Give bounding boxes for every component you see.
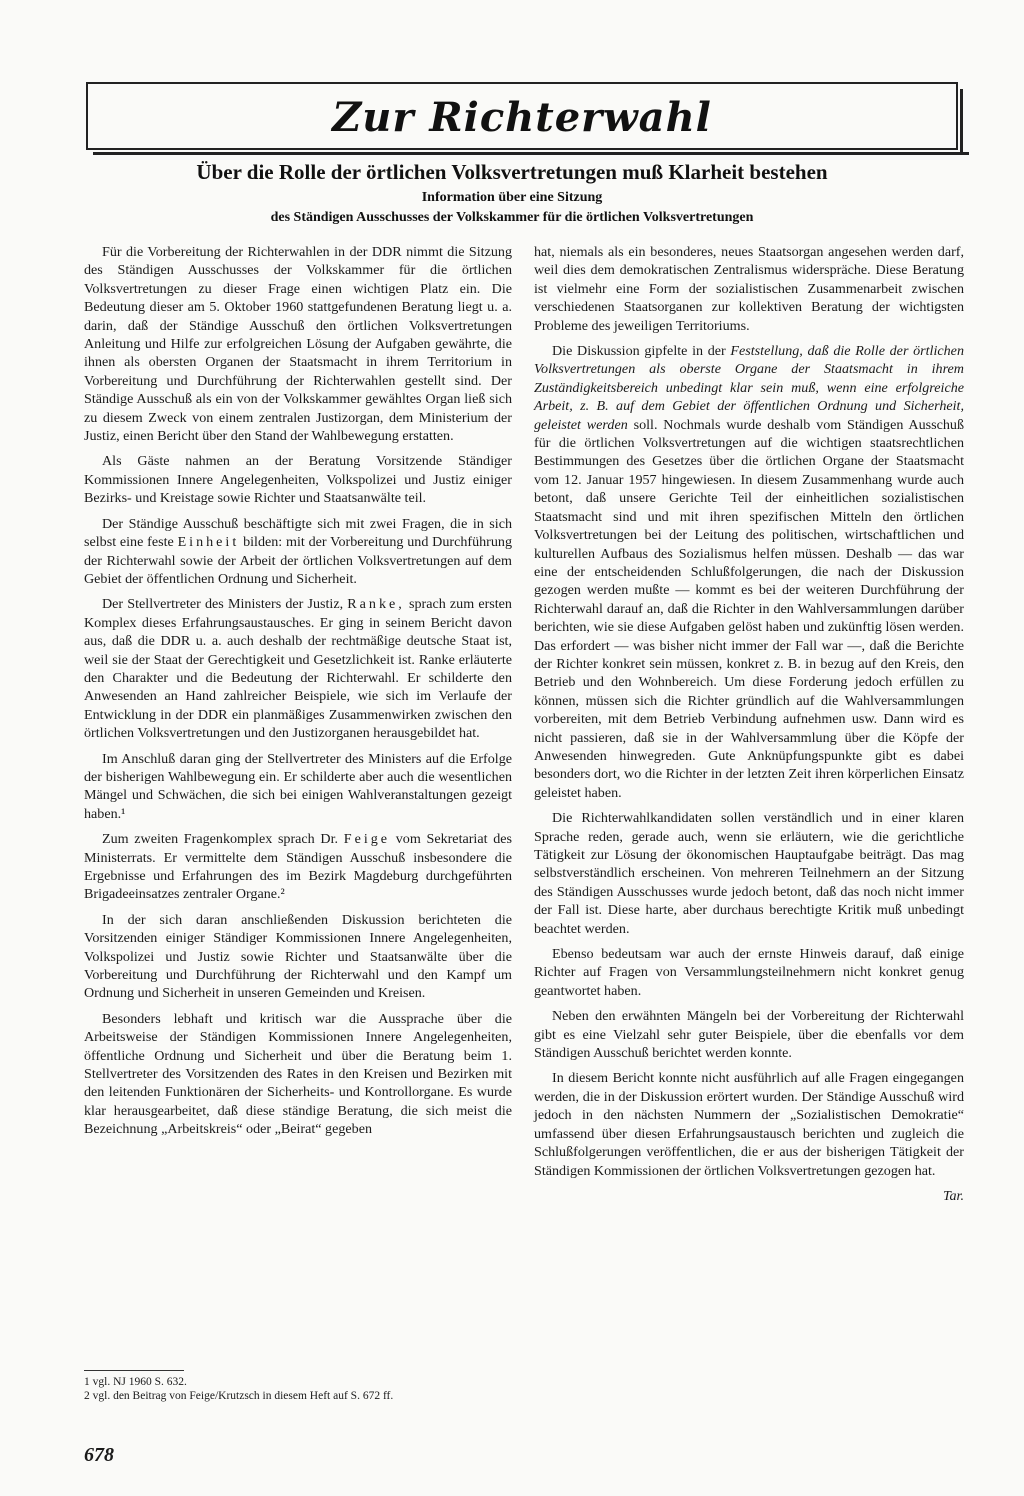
paragraph: Die Richterwahlkandidaten sollen verständlich und in einer klaren Sprache reden, gerade auch, wenn sie erläutern, wie die gerichtliche Tätigkeit zur Lösung der ökonomischen Hauptaufgabe beiträgt. Das mag selbstverständlich erscheinen. Von mehreren Teilnehmern an der Sitzung des Ständigen Ausschusses wurde jedoch betont, daß das noch nicht immer der Fall ist. Diese harte, aber durchaus berechtigte Kritik muß unbedingt beachtet werden. (534, 810, 964, 937)
paragraph (84, 515, 512, 589)
paragraph: Für die Vorbereitung der Richterwahlen in der DDR nimmt die Sitzung des Ständigen Ausschusses der Volkskammer für die örtlichen Volksvertretungen zu dieser Frage einen wichtigen Platz ein. Die Bedeutung dieser am 5. Oktober 1960 stattgefundenen Beratung liegt u. a. darin, daß der Ständige Ausschuß den örtlichen Volksvertretungen Anleitung und Hilfe zur erfolgreichen Lösung der Aufgaben gewährte, die ihnen als obersten Organen der Staatsmacht in ihrem Territorium in Vorbereitung und Durchführung der Richterwahlen gestellt sind. Der Ständige Ausschuß als ein von der Volkskammer gewähltes Organ ließ sich zu diesem Zweck von einem zentralen Justizorgan, dem Ministerium der Justiz, einen Bericht über den Stand der Wahlbewegung erstatten. (84, 244, 512, 445)
footnote-2: 2 vgl. den Beitrag von Feige/Krutzsch in diesem Heft auf S. 672 ff. (84, 1390, 394, 1402)
spaced-word: Einheit (177, 534, 240, 551)
paragraph: Neben den erwähnten Mängeln bei der Vorbereitung der Richterwahl gibt es eine Vielzahl sehr guter Beispiele, über die ebenfalls vor dem Ständigen Ausschuß berichtet werden konnte. (534, 1008, 964, 1062)
text-run: Zum zweiten Fragenkomplex sprach Dr. (102, 831, 339, 848)
paragraph: Als Gäste nahmen an der Beratung Vorsitzende Ständiger Kommissionen Innere Angelegenheiten, Volkspolizei und Justiz einiger Bezirks- und Kreistage sowie Richter und Staatsanwälte teil. (84, 453, 512, 507)
paragraph: hat, niemals als ein besonderes, neues Staatsorgan angesehen werden darf, weil dies dem demokratischen Zentralismus widerspräche. Diese Beratung ist vielmehr eine Form der sozialistischen Zusammenarbeit zwischen verschiedenen Staatsorganen zur kollektiven Beratung der wichtigsten Probleme des jeweiligen Territoriums. (534, 244, 964, 334)
left-column (84, 243, 512, 1146)
text-run: Die Diskussion gipfelte in der (552, 343, 726, 360)
header-box (86, 82, 958, 150)
paragraph: In der sich daran anschließenden Diskussion berichteten die Vorsitzenden einiger Ständiger Kommissionen Innere Angelegenheiten, Volkspolizei und Justiz sowie Richter und Staatsanwälte über die Vorbereitung und Durchführung der Richterwahl und den Kampf um Ordnung und Sicherheit in unseren Gemeinden und Kreisen. (84, 911, 512, 1002)
paragraph: Im Anschluß daran ging der Stellvertreter des Ministers auf die Erfolge der bisherigen Wahlbewegung ein. Er schilderte aber auch die wesentlichen Mängel und Schwächen, die sich bei einigen Wahlveranstaltungen gezeigt haben.¹ (84, 750, 512, 822)
footnote-divider (84, 1370, 184, 1371)
article-title: Über die Rolle der örtlichen Volksvertretungen muß Klarheit bestehen (196, 160, 828, 184)
section-title: Zur Richterwahl (332, 94, 712, 141)
paragraph (534, 342, 964, 802)
text-run: sprach zum ersten Komplex dieses Erfahrungsaustausches. Er ging in seinem Bericht davon aus, daß die DDR u. a. auch deshalb der rechtmäßige deutsche Staat ist, weil sie der Staat der Gerechtigkeit und Gesetzlichkeit ist. Ranke erläuterte den Charakter und die Bedeutung der Richterwahl. Er schilderte den Anwesenden an Hand zahlreicher Beispiele, wie sich im Verlaufe der Entwicklung in der DDR ein planmäßiges Zusammenwirken zwischen den örtlichen Volksvertretungen und den Justizorganen herausgebildet hat. (84, 596, 512, 742)
spaced-word: Ranke, (347, 596, 405, 613)
footnotes (84, 1375, 512, 1403)
article-subtitle-line2: des Ständigen Ausschusses der Volkskammer für die örtlichen Volksvertretungen (270, 210, 754, 225)
paragraph (84, 830, 512, 904)
text-run: soll. Nochmals wurde deshalb vom Ständigen Ausschuß für die örtlichen Volksvertretungen auf die wichtigen staatsrechtlichen Bestimmungen des Gesetzes über die örtlichen Organe der Staatsmacht vom 12. Januar 1957 hingewiesen. In diesem Zusammenhang wurde auch betont, daß unsere Gerichte Teil der einheitlichen sozialistischen Staatsmacht sind und mit ihren spezifischen Mitteln den örtlichen Volksvertretungen bei der Leitung des politischen, wirtschaftlichen und kulturellen Aufbaus des Sozialismus helfen müssen. Deshalb — das war eine der entscheidenden Schlußfolgerungen, die nach der Diskussion gezogen werden mußte — kommt es bei der weiteren Durchführung der Richterwahl darauf an, daß die Richter in den Wahlversammlungen darüber berichten, wie sie diese Aufgaben gelöst haben und zukünftig lösen werden. Das erfordert — was bisher nicht immer der Fall war —, daß die Berichte der Richter konkret sein müssen, konkret z. B. in bezug auf den Kreis, den Betrieb und den Wohnbereich. Um diese Forderung jedoch erfüllen zu können, müssen sich die Richter gründlich auf die Wahlversammlungen vorbereiten, mit dem Betrieb Verbindung aufnehmen usw. Dann wird es nicht passieren, daß sie in der Wahlversammlung über die Köpfe der Anwesenden hinwegreden. Gute Anknüpfungspunkte gibt es dabei besonders dort, wo die Richter in der letzten Zeit ihren körperlichen Einsatz geleistet haben. (534, 416, 965, 801)
emphasis: Feststellung, daß die Rolle der örtlichen Volksvertretungen als oberste Organe der Staatsmacht in ihrem Zuständigkeitsbereich unbedingt klar sein muß, wenn eine erfolgreiche Arbeit, z. B. auf dem Gebiet der öffentlichen Ordnung und Sicherheit, geleistet werden (534, 343, 964, 433)
text-run: vom Sekretariat des Ministerrats. Er vermittelte dem Ständigen Ausschuß insbesondere die Ergebnisse und Erfahrungen des im Bezirk Magdeburg durchgeführten Brigadeeinsatzes zentraler Organe.² (84, 831, 512, 903)
spaced-word: Feige (343, 831, 391, 848)
page-number: 678 (84, 1444, 114, 1466)
paragraph: Ebenso bedeutsam war auch der ernste Hinweis darauf, daß einige Richter auf Fragen von Versammlungsteilnehmern nicht konkret genug geantwortet haben. (534, 946, 964, 999)
paragraph (84, 595, 512, 742)
text-run: bilden: mit der Vorbereitung und Durchführung der Richterwahl sowie der Arbeit der örtlichen Volksvertretungen auf dem Gebiet der öffentlichen Ordnung und Sicherheit. (84, 534, 512, 587)
paragraph: Besonders lebhaft und kritisch war die Aussprache über die Arbeitsweise der Ständigen Kommissionen Innere Angelegenheiten, öffentliche Ordnung und Sicherheit und über die Beratung beim 1. Stellvertreter des Vorsitzenden des Rates in den Kreisen und Bezirken mit den leitenden Funktionären der Sicherheits- und Kontrollorgane. Es wurde klar herausgearbeitet, daß diese ständige Beratung, die sich meist die Bezeichnung „Arbeitskreis“ oder „Beirat“ gegeben (84, 1010, 512, 1138)
right-column (534, 243, 964, 1205)
text-run: Der Stellvertreter des Ministers der Justiz, (102, 596, 344, 613)
footnote-1: 1 vgl. NJ 1960 S. 632. (84, 1376, 187, 1388)
paragraph: In diesem Bericht konnte nicht ausführlich auf alle Fragen eingegangen werden, die in der Diskussion erörtert wurden. Der Ständige Ausschuß wird jedoch in den nächsten Nummern der „Sozialistischen Demokratie“ umfassend über diesen Erfahrungsaustausch berichten und zugleich die Schlußfolgerungen veröffentlichen, die er aus der bisherigen Tätigkeit der Ständigen Kommissionen der örtlichen Volksvertretungen gezogen hat. (534, 1070, 964, 1179)
text-run: Der Ständige Ausschuß beschäftigte sich mit zwei Fragen, die in sich selbst eine feste (84, 515, 512, 551)
author-signature: Tar. (942, 1187, 964, 1204)
article-subtitle-line1: Information über eine Sitzung (421, 190, 603, 205)
